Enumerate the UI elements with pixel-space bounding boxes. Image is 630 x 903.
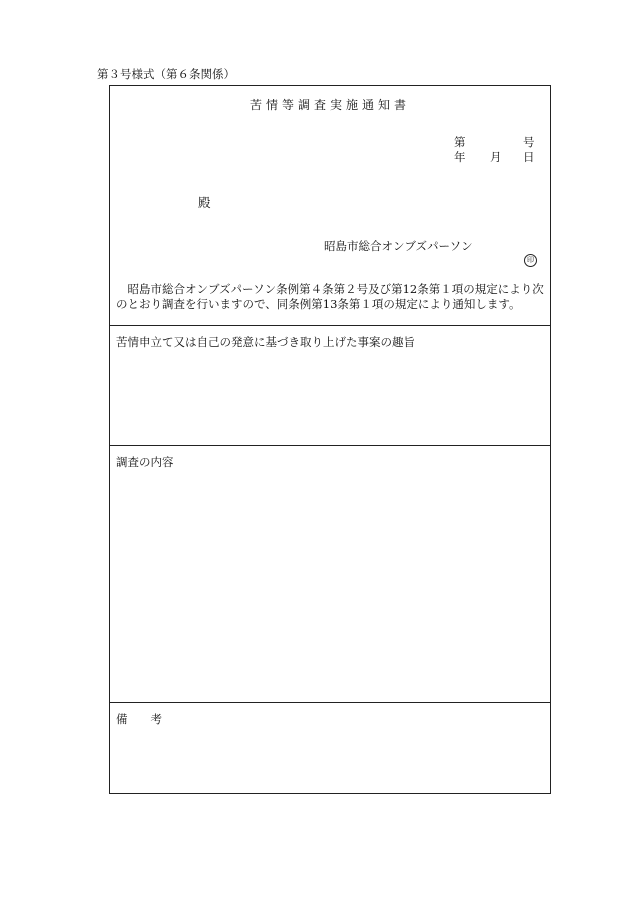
date-year: 年 — [454, 150, 466, 164]
addressee-honorific: 殿 — [198, 195, 211, 210]
form-number-label: 第３号様式（第６条関係） — [97, 67, 235, 81]
seal-icon: 印 — [524, 254, 537, 267]
investigation-label: 調査の内容 — [116, 455, 174, 469]
complaint-label: 苦情申立て又は自己の発意に基づき取り上げた事案の趣旨 — [116, 335, 415, 349]
investigation-section — [110, 446, 550, 703]
sender-name: 昭島市総合オンブズパーソン — [324, 239, 473, 253]
date-day: 日 — [523, 150, 535, 164]
notice-form — [109, 85, 551, 794]
remarks-label: 備 考 — [116, 712, 162, 726]
notice-header-section — [110, 86, 550, 326]
complaint-section — [110, 326, 550, 446]
date-month: 月 — [490, 150, 502, 164]
notice-body-line: のとおり調査を行いますので、同条例第13条第１項の規定により通知します。 — [116, 297, 521, 311]
number-prefix: 第 — [454, 135, 466, 149]
notice-body — [116, 282, 544, 312]
notice-title: 苦情等調査実施通知書 — [249, 98, 410, 112]
notice-body-line: 昭島市総合オンブズパーソン条例第４条第２号及び第12条第１項の規定により次 — [116, 282, 544, 296]
remarks-section — [110, 703, 550, 794]
number-suffix: 号 — [523, 135, 535, 149]
